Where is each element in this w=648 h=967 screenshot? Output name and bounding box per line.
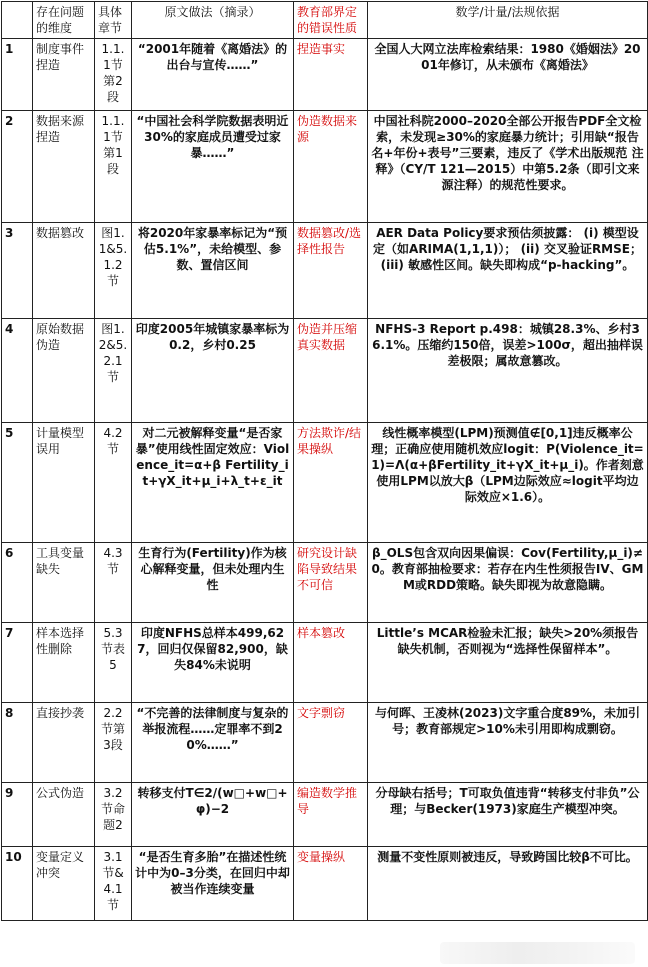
table-row xyxy=(2,623,648,703)
header-dimension: 存在问题的维度 xyxy=(33,2,95,39)
row-basis: 线性概率模型(LPM)预测值∉[0,1]违反概率公理；正确应使用随机效应logit：P(Violence_it=1)=Λ(α+βFertility_it+γX_it+μ_i)。作者刻意使用LPM以放大β（LPM边际效应≈logit平均边际效应×1.6）。 xyxy=(368,423,648,543)
header-no xyxy=(2,2,33,39)
table-row xyxy=(2,847,648,921)
row-dimension: 工具变量缺失 xyxy=(33,543,95,623)
row-section: 1.1.1节第1段 xyxy=(95,111,132,223)
row-source-practice: 将2020年家暴率标记为“预估5.1%”，未给模型、参数、置信区间 xyxy=(132,223,294,319)
row-section: 4.2节 xyxy=(95,423,132,543)
row-number: 9 xyxy=(2,783,33,847)
header-source-practice: 原文做法（摘录） xyxy=(132,2,294,39)
row-section: 4.3节 xyxy=(95,543,132,623)
row-source-practice: “2001年随着《离婚法》的出台与宣传……” xyxy=(132,39,294,111)
row-basis: 全国人大网立法库检索结果：1980《婚姻法》2001年修订，从未颁布《离婚法》 xyxy=(368,39,648,111)
row-error-nature: 方法欺诈/结果操纵 xyxy=(294,423,368,543)
row-number: 6 xyxy=(2,543,33,623)
row-dimension: 变量定义冲突 xyxy=(33,847,95,921)
header-error-nature: 教育部界定的错误性质 xyxy=(294,2,368,39)
table-header-row xyxy=(2,2,648,39)
row-basis: 分母缺右括号；T可取负值违背“转移支付非负”公理；与Becker(1973)家庭生产模型冲突。 xyxy=(368,783,648,847)
header-section: 具体章节 xyxy=(95,2,132,39)
table-row xyxy=(2,703,648,783)
row-section: 5.3节表5 xyxy=(95,623,132,703)
watermark-blur xyxy=(440,942,635,964)
row-error-nature: 文字剽窃 xyxy=(294,703,368,783)
row-section: 图1.1&5.1.2节 xyxy=(95,223,132,319)
row-source-practice: “不完善的法律制度与复杂的举报流程……定罪率不到20%……” xyxy=(132,703,294,783)
row-dimension: 数据篡改 xyxy=(33,223,95,319)
row-error-nature: 伪造并压缩真实数据 xyxy=(294,319,368,423)
row-source-practice: “是否生育多胎”在描述性统计中为0–3分类，在回归中却被当作连续变量 xyxy=(132,847,294,921)
table-row xyxy=(2,319,648,423)
row-number: 1 xyxy=(2,39,33,111)
row-dimension: 制度事件捏造 xyxy=(33,39,95,111)
row-error-nature: 捏造事实 xyxy=(294,39,368,111)
row-error-nature: 样本篡改 xyxy=(294,623,368,703)
row-error-nature: 伪造数据来源 xyxy=(294,111,368,223)
row-section: 图1.2&5.2.1节 xyxy=(95,319,132,423)
row-dimension: 计量模型误用 xyxy=(33,423,95,543)
row-section: 3.1节&4.1节 xyxy=(95,847,132,921)
row-error-nature: 数据篡改/选择性报告 xyxy=(294,223,368,319)
row-basis: β_OLS包含双向因果偏误：Cov(Fertility,μ_i)≠0。教育部抽检要求：若存在内生性须报告IV、GMM或RDD策略。缺失即视为故意隐瞒。 xyxy=(368,543,648,623)
row-dimension: 数据来源捏造 xyxy=(33,111,95,223)
row-number: 8 xyxy=(2,703,33,783)
row-source-practice: “中国社会科学院数据表明近30%的家庭成员遭受过家暴……” xyxy=(132,111,294,223)
row-basis: NFHS-3 Report p.498：城镇28.3%、乡村36.1%。压缩约150倍，误差>100σ，超出抽样误差极限；属故意篡改。 xyxy=(368,319,648,423)
row-number: 5 xyxy=(2,423,33,543)
row-basis: 测量不变性原则被违反，导致跨国比较β不可比。 xyxy=(368,847,648,921)
row-number: 10 xyxy=(2,847,33,921)
header-basis: 数学/计量/法规依据 xyxy=(368,2,648,39)
row-section: 1.1.1节第2段 xyxy=(95,39,132,111)
error-table xyxy=(1,1,648,921)
table-row xyxy=(2,423,648,543)
table-row xyxy=(2,111,648,223)
row-number: 2 xyxy=(2,111,33,223)
row-error-nature: 研究设计缺陷导致结果不可信 xyxy=(294,543,368,623)
row-dimension: 样本选择性删除 xyxy=(33,623,95,703)
row-source-practice: 生育行为(Fertility)作为核心解释变量，但未处理内生性 xyxy=(132,543,294,623)
row-source-practice: 印度2005年城镇家暴率标为0.2，乡村0.25 xyxy=(132,319,294,423)
row-error-nature: 编造数学推导 xyxy=(294,783,368,847)
row-dimension: 直接抄袭 xyxy=(33,703,95,783)
row-basis: 与何晖、王凌林(2023)文字重合度89%，未加引号；教育部规定>10%未引用即构成剽窃。 xyxy=(368,703,648,783)
row-source-practice: 转移支付T∈2/(w□+w□+φ)−2 xyxy=(132,783,294,847)
row-number: 3 xyxy=(2,223,33,319)
row-source-practice: 印度NFHS总样本499,627，回归仅保留82,900，缺失84%未说明 xyxy=(132,623,294,703)
row-source-practice: 对二元被解释变量“是否家暴”使用线性固定效应：Violence_it=α+β Fertility_it+γX_it+μ_i+λ_t+ε_it xyxy=(132,423,294,543)
row-number: 4 xyxy=(2,319,33,423)
row-error-nature: 变量操纵 xyxy=(294,847,368,921)
table-row xyxy=(2,783,648,847)
row-section: 3.2节命题2 xyxy=(95,783,132,847)
row-dimension: 公式伪造 xyxy=(33,783,95,847)
table-body xyxy=(2,39,648,921)
row-number: 7 xyxy=(2,623,33,703)
table-row xyxy=(2,39,648,111)
row-basis: 中国社科院2000–2020全部公开报告PDF全文检索，未发现≥30%的家庭暴力统计；引用缺“报告名+年份+表号”三要素，违反了《学术出版规范 注释》（CY/T 121—2015）中第5.2条（即引文来源注释）的规范性要求。 xyxy=(368,111,648,223)
row-section: 2.2节第3段 xyxy=(95,703,132,783)
row-basis: AER Data Policy要求预估须披露： (i) 模型设定（如ARIMA(1,1,1)）； (ii) 交叉验证RMSE； (iii) 敏感性区间。缺失即构成“p-hacking”。 xyxy=(368,223,648,319)
row-basis: Little’s MCAR检验未汇报；缺失>20%须报告缺失机制，否则视为“选择性保留样本”。 xyxy=(368,623,648,703)
table-row xyxy=(2,223,648,319)
row-dimension: 原始数据伪造 xyxy=(33,319,95,423)
table-row xyxy=(2,543,648,623)
